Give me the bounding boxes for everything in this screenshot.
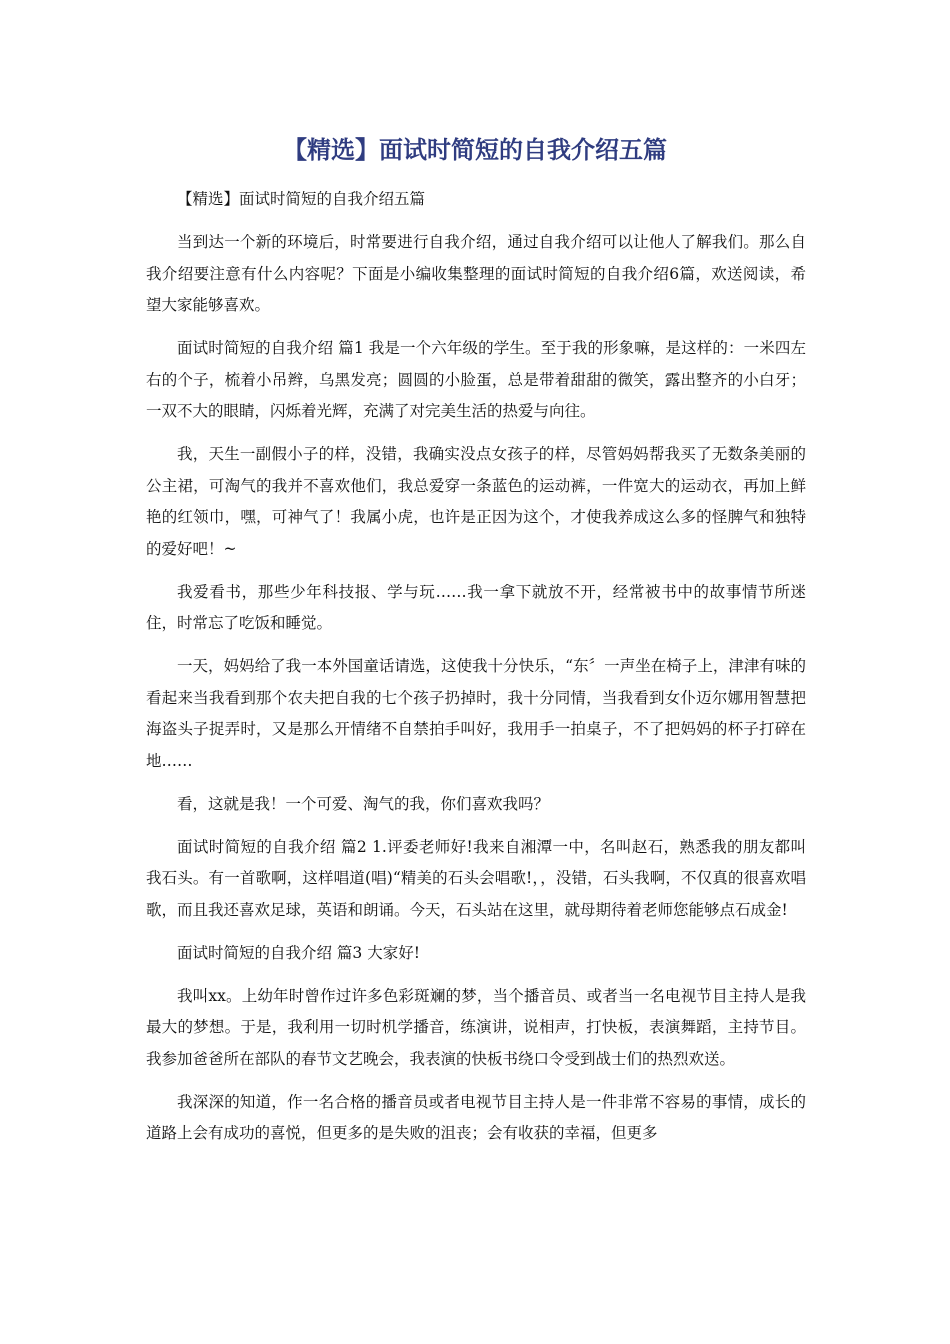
- paragraph-intro: 当到达一个新的环境后，时常要进行自我介绍，通过自我介绍可以让他人了解我们。那么自我介绍要注意有什么内容呢？下面是小编收集整理的面试时简短的自我介绍6篇，欢送阅读，希望大家能够喜欢。: [146, 233, 806, 314]
- paragraph-subtitle: 【精选】面试时简短的自我介绍五篇: [177, 190, 426, 208]
- paragraph: 一天，妈妈给了我一本外国童话请选，这使我十分快乐，“东〞一声坐在椅子上，津津有味的看起来当我看到那个农夫把自我的七个孩子扔掉时，我十分同情，当我看到女仆迈尔娜用智慧把海盗头子捉弄时，又是那么开情绪不自禁拍手叫好，我用手一拍桌子，不了把妈妈的杯子打碎在地……: [146, 657, 806, 770]
- paragraph: 我叫xx。上幼年时曾作过许多色彩斑斓的梦，当个播音员、或者当一名电视节目主持人是我最大的梦想。于是，我利用一切时机学播音，练演讲，说相声，打快板，表演舞蹈，主持节目。我参加爸爸所在部队的春节文艺晚会，我表演的快板书绕口令受到战士们的热烈欢送。: [146, 986, 806, 1068]
- paragraph: 我深深的知道，作一名合格的播音员或者电视节目主持人是一件非常不容易的事情，成长的道路上会有成功的喜悦，但更多的是失败的沮丧；会有收获的幸福，但更多: [146, 1092, 806, 1142]
- paragraph: 我，天生一副假小子的样，没错，我确实没点女孩子的样，尽管妈妈帮我买了无数条美丽的公主裙，可淘气的我并不喜欢他们，我总爱穿一条蓝色的运动裤，一件宽大的运动衣，再加上鲜艳的红领巾，嘿，可神气了！我属小虎，也许是正因为这个，才使我养成这么多的怪脾气和独特的爱好吧！~: [146, 445, 806, 558]
- document-title: 【精选】面试时简短的自我介绍五篇: [283, 136, 667, 164]
- paragraph: 面试时简短的自我介绍 篇1 我是一个六年级的学生。至于我的形象嘛，是这样的：一米四左右的个子，梳着小吊辫，乌黑发亮；圆圆的小脸蛋，总是带着甜甜的微笑，露出整齐的小白牙；一双不大的眼睛，闪烁着光辉，充满了对完美生活的热爱与向往。: [146, 339, 806, 420]
- paragraph: 我爱看书，那些少年科技报、学与玩……我一拿下就放不开，经常被书中的故事情节所迷住，时常忘了吃饭和睡觉。: [146, 582, 806, 632]
- document-body: [146, 184, 806, 1161]
- paragraph: 看，这就是我！一个可爱、淘气的我，你们喜欢我吗？: [177, 794, 550, 813]
- paragraph: 面试时简短的自我介绍 篇3 大家好!: [177, 943, 420, 962]
- paragraph: 面试时简短的自我介绍 篇2 1.评委老师好!我来自湘潭一中，名叫赵石，熟悉我的朋友都叫我石头。有一首歌啊，这样唱道(唱)“精美的石头会唱歌!，，没错，石头我啊，不仅真的很喜欢唱歌，而且我还喜欢足球，英语和朗诵。今天，石头站在这里，就母期待着老师您能够点石成金!: [146, 837, 806, 919]
